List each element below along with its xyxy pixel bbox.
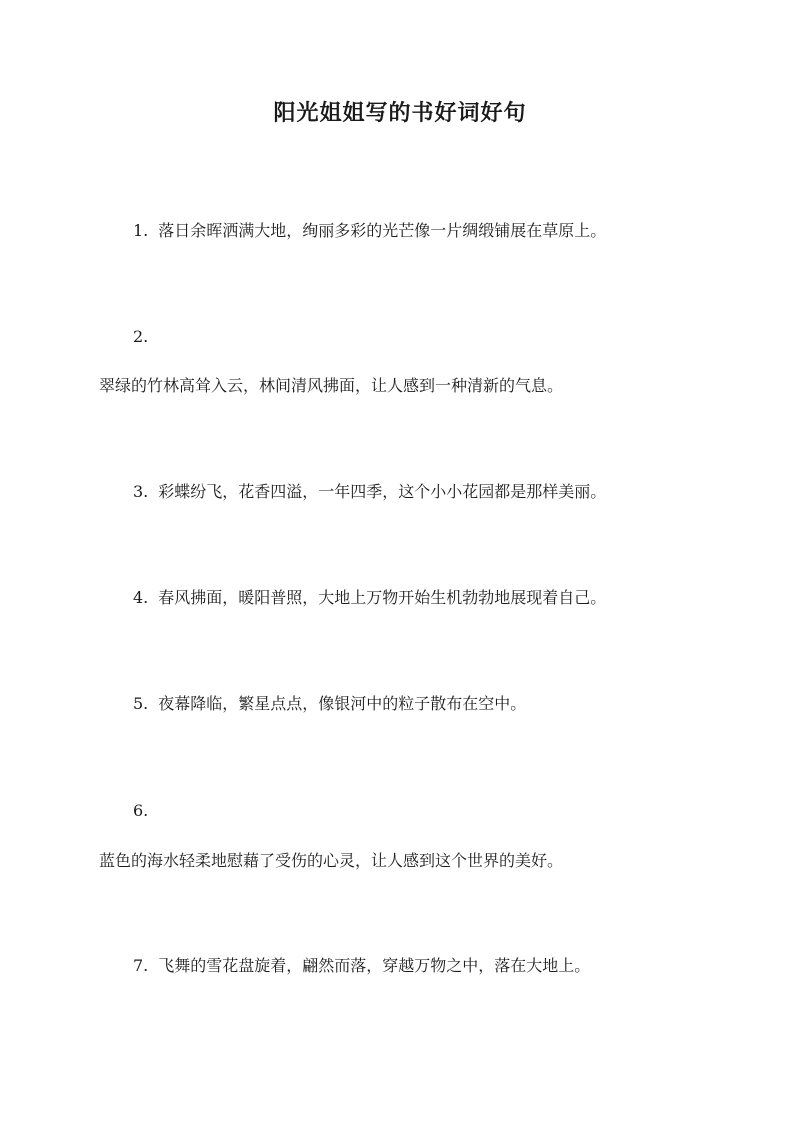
item-text: 翠绿的竹林高耸入云，林间清风拂面，让人感到一种清新的气息。 — [99, 376, 564, 395]
item-text: 春风拂面，暖阳普照，大地上万物开始生机勃勃地展现着自己。 — [158, 588, 607, 607]
item-number: 7. — [133, 956, 149, 975]
item-number: 6. — [133, 801, 149, 820]
list-item-4 — [133, 588, 606, 608]
item-text: 夜幕降临，繁星点点，像银河中的粒子散布在空中。 — [158, 694, 527, 713]
item-number: 5. — [133, 694, 149, 713]
list-item-6-text — [99, 851, 563, 871]
list-item-3 — [133, 482, 606, 502]
list-item-7 — [133, 956, 590, 976]
list-item-2-number — [133, 327, 148, 347]
item-text: 彩蝶纷飞，花香四溢，一年四季，这个小小花园都是那样美丽。 — [158, 482, 607, 501]
item-number: 4. — [133, 588, 149, 607]
page-title: 阳光姐姐写的书好词好句 — [273, 100, 527, 126]
item-number: 3. — [133, 482, 149, 501]
item-text: 飞舞的雪花盘旋着，翩然而落，穿越万物之中，落在大地上。 — [158, 956, 591, 975]
item-number: 1. — [133, 221, 149, 240]
list-item-6-number — [133, 801, 148, 821]
list-item-5 — [133, 694, 526, 714]
item-text: 落日余晖洒满大地，绚丽多彩的光芒像一片绸缎铺展在草原上。 — [158, 221, 607, 240]
item-number: 2. — [133, 327, 149, 346]
list-item-2-text — [99, 376, 563, 396]
list-item-1 — [133, 221, 606, 241]
item-text: 蓝色的海水轻柔地慰藉了受伤的心灵，让人感到这个世界的美好。 — [99, 851, 564, 870]
